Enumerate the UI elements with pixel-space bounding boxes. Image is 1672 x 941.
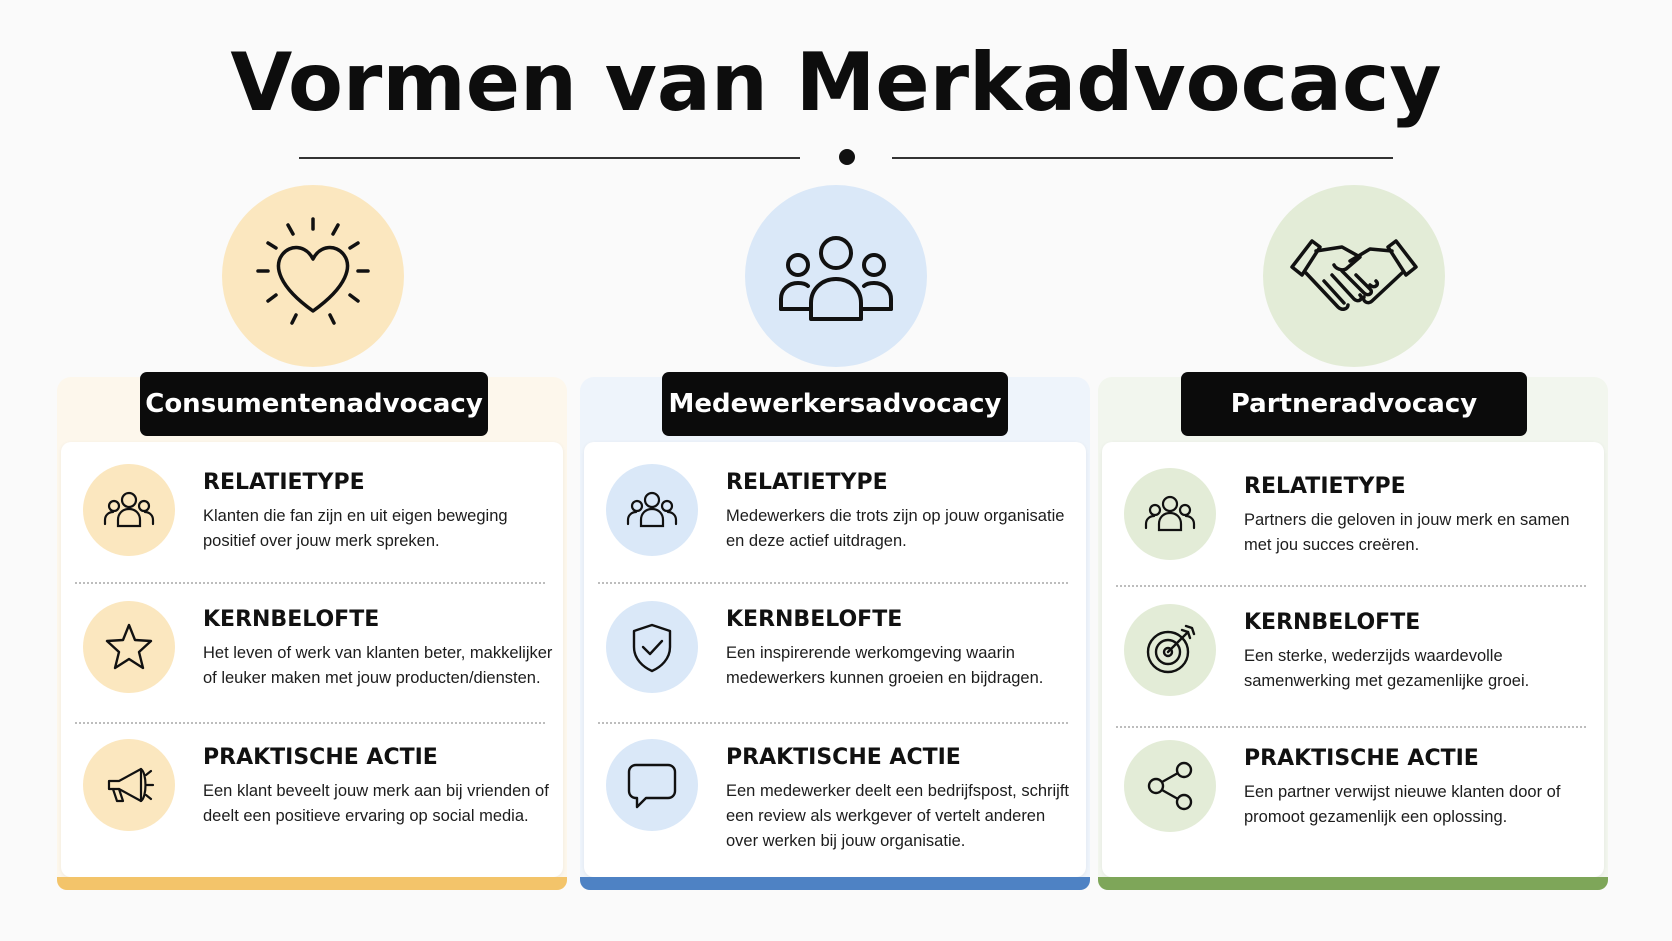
column-label: Medewerkersadvocacy xyxy=(662,372,1008,436)
heart-icon xyxy=(222,185,404,367)
row-heading: KERNBELOFTE xyxy=(1244,610,1421,635)
column-label: Consumentenadvocacy xyxy=(140,372,488,436)
column-consumentenadvocacy xyxy=(57,0,567,941)
row-text: Een partner verwijst nieuwe klanten door of promoot gezamenlijk een oplossing. xyxy=(1244,783,1561,826)
row-text: Medewerkers die trots zijn op jouw organisatie en deze actief uitdragen. xyxy=(726,507,1065,550)
row-heading: RELATIETYPE xyxy=(726,470,888,495)
card-accent-bar xyxy=(57,877,567,890)
row-text: Een sterke, wederzijds waardevolle samenwerking met gezamenlijke groei. xyxy=(1244,647,1530,690)
row-relatietype xyxy=(1102,444,1604,584)
row-relatietype xyxy=(61,440,563,580)
row-praktische-actie xyxy=(584,715,1086,855)
row-heading: KERNBELOFTE xyxy=(203,607,380,632)
row-text: Een klant beveelt jouw merk aan bij vrienden of deelt een positieve ervaring op social media. xyxy=(203,782,549,825)
megaphone-icon xyxy=(83,739,175,831)
column-partneradvocacy xyxy=(1098,0,1608,941)
target-icon xyxy=(1124,604,1216,696)
card-accent-bar xyxy=(1098,877,1608,890)
users-icon xyxy=(83,464,175,556)
row-heading: RELATIETYPE xyxy=(203,470,365,495)
row-kernbelofte xyxy=(1102,580,1604,720)
users-icon xyxy=(1124,468,1216,560)
row-text: Het leven of werk van klanten beter, makkelijker of leuker maken met jouw producten/diensten. xyxy=(203,644,553,687)
row-text: Partners die geloven in jouw merk en samen met jou succes creëren. xyxy=(1244,511,1570,554)
column-medewerkersadvocacy xyxy=(580,0,1090,941)
column-label: Partneradvocacy xyxy=(1181,372,1527,436)
row-kernbelofte xyxy=(584,577,1086,717)
row-text: Een inspirerende werkomgeving waarin medewerkers kunnen groeien en bijdragen. xyxy=(726,644,1044,687)
row-heading: PRAKTISCHE ACTIE xyxy=(726,745,961,770)
row-text: Een medewerker deelt een bedrijfspost, schrijft een review als werkgever of vertelt anderen over werken bij jouw organisatie. xyxy=(726,782,1070,850)
row-praktische-actie xyxy=(61,715,563,855)
card-accent-bar xyxy=(580,877,1090,890)
row-kernbelofte xyxy=(61,577,563,717)
row-relatietype xyxy=(584,440,1086,580)
page-title: Vormen van Merkadvocacy xyxy=(230,36,1442,129)
row-heading: KERNBELOFTE xyxy=(726,607,903,632)
star-icon xyxy=(83,601,175,693)
row-text: Klanten die fan zijn en uit eigen beweging positief over jouw merk spreken. xyxy=(203,507,508,550)
row-heading: PRAKTISCHE ACTIE xyxy=(1244,746,1479,771)
handshake-icon xyxy=(1263,185,1445,367)
share-icon xyxy=(1124,740,1216,832)
users-icon xyxy=(606,464,698,556)
row-praktische-actie xyxy=(1102,716,1604,856)
row-heading: PRAKTISCHE ACTIE xyxy=(203,745,438,770)
shield-check-icon xyxy=(606,601,698,693)
speech-bubble-icon xyxy=(606,739,698,831)
row-heading: RELATIETYPE xyxy=(1244,474,1406,499)
team-icon xyxy=(745,185,927,367)
